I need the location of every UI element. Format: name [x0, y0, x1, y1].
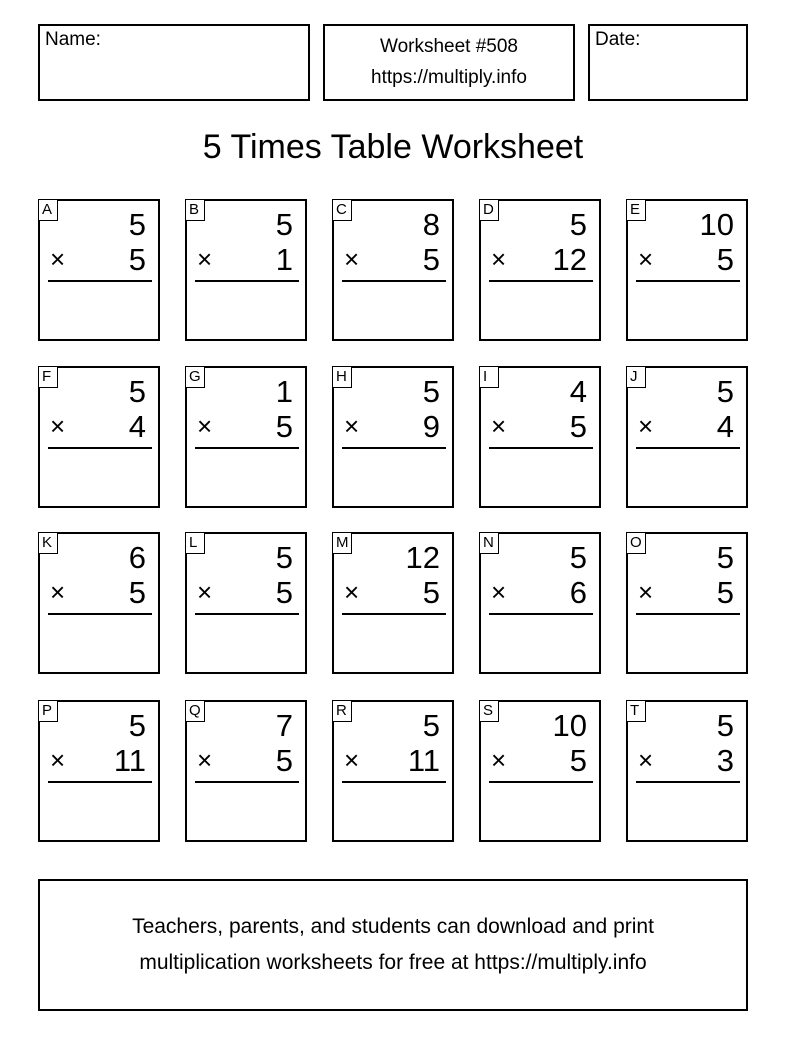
- problem-card[interactable]: [479, 532, 601, 674]
- problem-label: L: [185, 532, 205, 554]
- multiplier: 4: [128, 409, 146, 444]
- times-sign: ×: [197, 745, 213, 775]
- answer-line: [489, 613, 593, 615]
- page-title: 5 Times Table Worksheet: [202, 128, 584, 166]
- website-link[interactable]: https://multiply.info: [371, 67, 527, 88]
- times-sign: ×: [197, 577, 213, 607]
- multiplier: 5: [128, 242, 146, 277]
- answer-line: [342, 447, 446, 449]
- times-sign: ×: [50, 244, 66, 274]
- answer-line: [489, 447, 593, 449]
- answer-line: [489, 280, 593, 282]
- answer-line: [48, 613, 152, 615]
- multiplicand: 5: [569, 207, 587, 242]
- problem-card[interactable]: [479, 366, 601, 508]
- footer-line-1: Teachers, parents, and students can download and print: [132, 915, 654, 938]
- answer-line: [342, 781, 446, 783]
- answer-line: [636, 280, 740, 282]
- times-sign: ×: [491, 411, 507, 441]
- problem-label: T: [626, 700, 646, 722]
- times-sign: ×: [491, 577, 507, 607]
- multiplier: 11: [407, 743, 440, 778]
- answer-line: [195, 447, 299, 449]
- problem-label: A: [38, 199, 58, 221]
- multiplicand: 5: [128, 374, 146, 409]
- multiplier: 5: [422, 242, 440, 277]
- problem-label: R: [332, 700, 352, 722]
- problem-label: N: [479, 532, 499, 554]
- multiplicand: 1: [275, 374, 293, 409]
- times-sign: ×: [344, 577, 360, 607]
- multiplicand: 5: [569, 540, 587, 575]
- multiplicand: 12: [405, 540, 440, 575]
- problem-card[interactable]: [626, 532, 748, 674]
- multiplier: 5: [569, 409, 587, 444]
- name-field-box[interactable]: [38, 24, 310, 101]
- answer-line: [48, 280, 152, 282]
- times-sign: ×: [344, 745, 360, 775]
- problem-label: F: [38, 366, 58, 388]
- times-sign: ×: [638, 745, 654, 775]
- multiplier: 4: [716, 409, 734, 444]
- problem-label: Q: [185, 700, 205, 722]
- times-sign: ×: [50, 577, 66, 607]
- multiplier: 5: [275, 409, 293, 444]
- multiplier: 9: [422, 409, 440, 444]
- name-label: Name:: [45, 29, 101, 50]
- problem-card[interactable]: [332, 199, 454, 341]
- times-sign: ×: [197, 244, 213, 274]
- multiplier: 12: [552, 242, 587, 277]
- multiplicand: 5: [716, 708, 734, 743]
- problem-label: P: [38, 700, 58, 722]
- multiplicand: 4: [569, 374, 587, 409]
- multiplicand: 5: [422, 708, 440, 743]
- multiplier: 11: [113, 743, 146, 778]
- problem-label: C: [332, 199, 352, 221]
- problem-card[interactable]: [332, 700, 454, 842]
- answer-line: [342, 280, 446, 282]
- multiplier: 6: [569, 575, 587, 610]
- times-sign: ×: [491, 745, 507, 775]
- answer-line: [195, 781, 299, 783]
- answer-line: [48, 781, 152, 783]
- problem-label: J: [626, 366, 646, 388]
- problem-card[interactable]: [479, 700, 601, 842]
- problem-card[interactable]: [38, 532, 160, 674]
- multiplier: 3: [716, 743, 734, 778]
- problem-card[interactable]: [332, 366, 454, 508]
- multiplicand: 8: [422, 207, 440, 242]
- times-sign: ×: [50, 745, 66, 775]
- answer-line: [636, 781, 740, 783]
- problem-card[interactable]: [626, 366, 748, 508]
- problem-card[interactable]: [626, 199, 748, 341]
- multiplicand: 10: [552, 708, 587, 743]
- problem-label: I: [479, 366, 499, 388]
- problem-card[interactable]: [185, 199, 307, 341]
- times-sign: ×: [344, 411, 360, 441]
- times-sign: ×: [197, 411, 213, 441]
- multiplier: 5: [422, 575, 440, 610]
- problem-card[interactable]: [332, 532, 454, 674]
- answer-line: [195, 280, 299, 282]
- multiplier: 5: [716, 242, 734, 277]
- problem-card[interactable]: [185, 700, 307, 842]
- problem-label: O: [626, 532, 646, 554]
- answer-line: [636, 447, 740, 449]
- multiplicand: 5: [716, 374, 734, 409]
- worksheet-info-box: [323, 24, 575, 101]
- problem-label: B: [185, 199, 205, 221]
- multiplicand: 6: [128, 540, 146, 575]
- multiplicand: 7: [275, 708, 293, 743]
- problem-label: D: [479, 199, 499, 221]
- problem-card[interactable]: [38, 700, 160, 842]
- problem-label: K: [38, 532, 58, 554]
- times-sign: ×: [638, 244, 654, 274]
- problem-label: G: [185, 366, 205, 388]
- problem-label: S: [479, 700, 499, 722]
- answer-line: [489, 781, 593, 783]
- multiplicand: 5: [275, 207, 293, 242]
- times-sign: ×: [638, 577, 654, 607]
- problem-card[interactable]: [38, 199, 160, 341]
- multiplier: 5: [128, 575, 146, 610]
- footer-box: [38, 879, 748, 1011]
- problem-card[interactable]: [38, 366, 160, 508]
- answer-line: [342, 613, 446, 615]
- multiplicand: 10: [699, 207, 734, 242]
- times-sign: ×: [638, 411, 654, 441]
- multiplicand: 5: [128, 708, 146, 743]
- problem-label: E: [626, 199, 646, 221]
- multiplier: 5: [569, 743, 587, 778]
- multiplicand: 5: [716, 540, 734, 575]
- problem-card[interactable]: [626, 700, 748, 842]
- footer-line-2: multiplication worksheets for free at https://multiply.info: [139, 951, 647, 974]
- date-field-box[interactable]: [588, 24, 748, 101]
- problem-card[interactable]: [185, 532, 307, 674]
- problem-label: M: [332, 532, 352, 554]
- times-sign: ×: [50, 411, 66, 441]
- problem-label: H: [332, 366, 352, 388]
- worksheet-number: Worksheet #508: [379, 36, 518, 57]
- answer-line: [636, 613, 740, 615]
- multiplier: 5: [275, 743, 293, 778]
- answer-line: [48, 447, 152, 449]
- answer-line: [195, 613, 299, 615]
- problem-card[interactable]: [185, 366, 307, 508]
- multiplier: 5: [716, 575, 734, 610]
- multiplicand: 5: [422, 374, 440, 409]
- times-sign: ×: [491, 244, 507, 274]
- multiplier: 5: [275, 575, 293, 610]
- multiplicand: 5: [275, 540, 293, 575]
- times-sign: ×: [344, 244, 360, 274]
- multiplicand: 5: [128, 207, 146, 242]
- multiplier: 1: [275, 242, 293, 277]
- problem-card[interactable]: [479, 199, 601, 341]
- date-label: Date:: [595, 29, 641, 50]
